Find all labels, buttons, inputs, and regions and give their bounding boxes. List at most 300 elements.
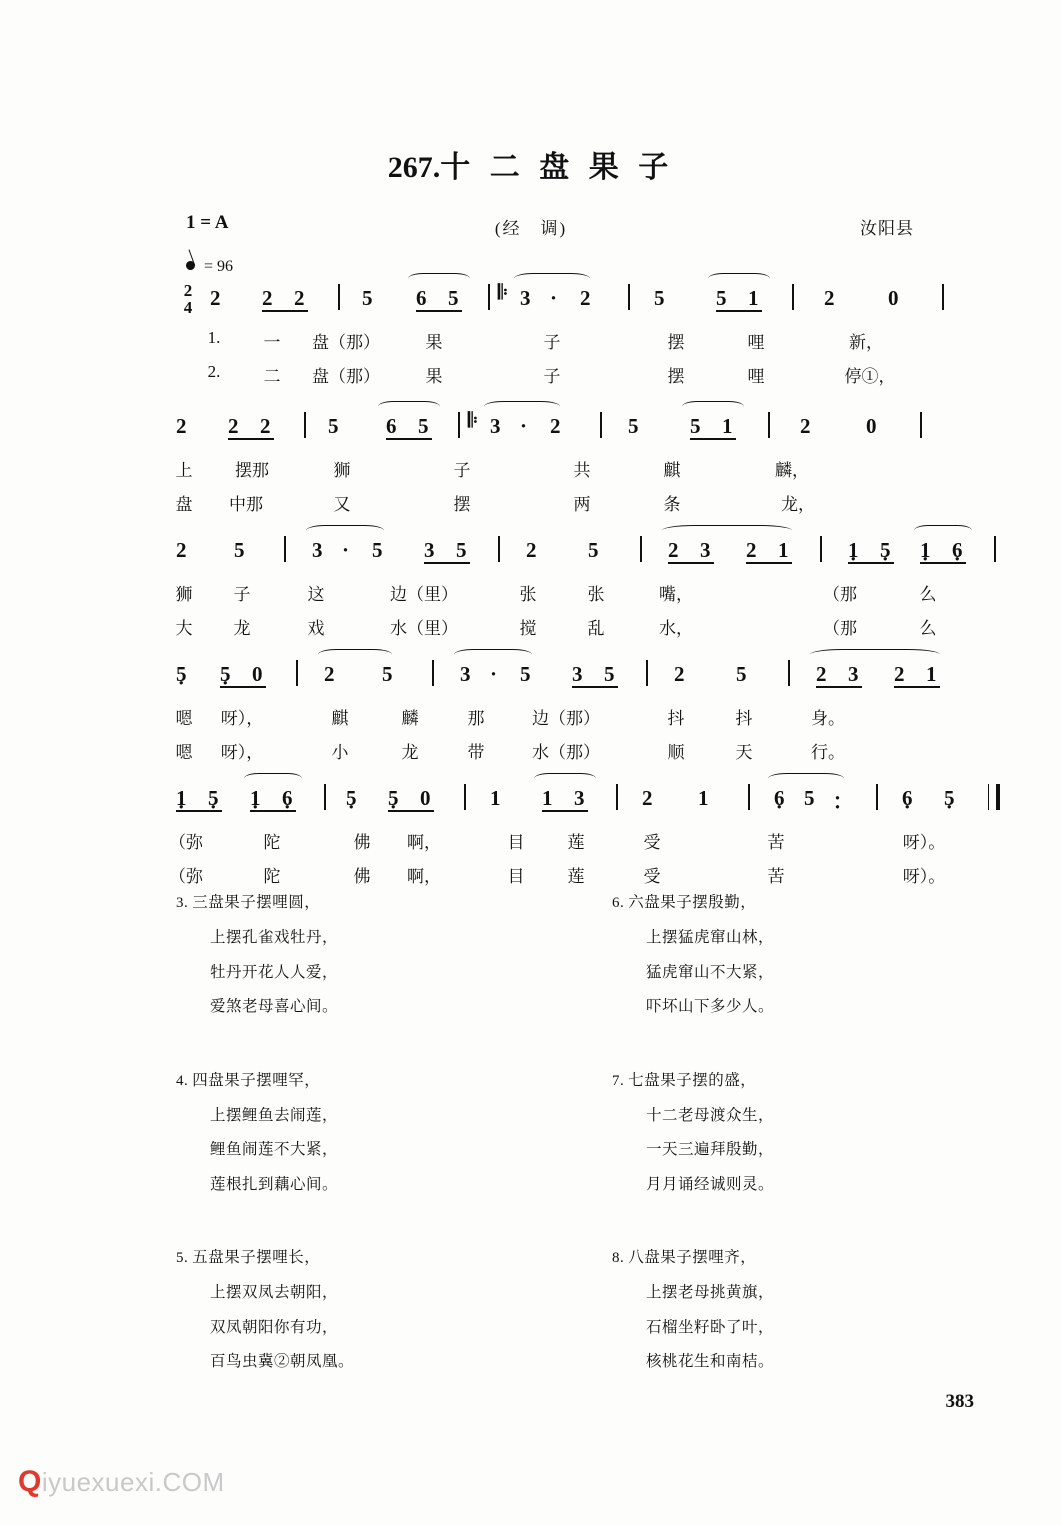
lyric: 果 <box>425 333 443 352</box>
verse-line: 猛虎窜山不大紧， <box>646 963 775 981</box>
note: 2 <box>176 538 187 562</box>
note: 5 <box>234 538 245 562</box>
lyric: 那 <box>467 709 485 728</box>
lyric: （那 <box>823 619 857 638</box>
lyric: 水（里） <box>390 619 458 638</box>
lyric: 子 <box>543 367 561 386</box>
verse-line <box>612 1073 952 1089</box>
lyric-row-1b <box>176 362 948 396</box>
note: 5 <box>654 286 665 310</box>
note: 1 <box>926 662 937 686</box>
lyric: 两 <box>573 495 591 514</box>
note: 5 <box>372 538 383 562</box>
note: 0 <box>888 286 899 310</box>
lyric: 受 <box>643 833 661 852</box>
verse-line: 石榴坐籽卧了叶， <box>646 1318 775 1336</box>
lyric: 盘 <box>175 495 193 514</box>
note: 2 <box>324 662 335 686</box>
barline <box>646 660 648 686</box>
lyric: 麟 <box>401 709 419 728</box>
dot: · <box>342 538 350 562</box>
note: 6 · <box>774 786 785 811</box>
verse-block <box>612 895 952 1015</box>
song-subtitle: (经 调) <box>494 219 568 238</box>
verse-line <box>176 1250 516 1266</box>
note: 6 · <box>282 786 293 811</box>
lyric: 上 <box>175 461 193 480</box>
verse-line: 十二老母渡众生， <box>646 1106 775 1124</box>
lyric: 边（里） <box>390 585 458 604</box>
note: 2 <box>816 662 827 686</box>
lyric: 子 <box>543 333 561 352</box>
slur <box>708 273 770 284</box>
note: 2 <box>550 414 561 438</box>
lyric: 张 <box>519 585 537 604</box>
note: 5 <box>588 538 599 562</box>
lyric: 莲 <box>567 867 585 886</box>
lyric: 嗯 <box>175 743 193 762</box>
barline <box>788 660 790 686</box>
note: 1 · <box>176 786 187 811</box>
barline <box>920 412 922 438</box>
time-signature: 2 4 <box>183 281 193 317</box>
lyric: 嘴， <box>659 585 693 604</box>
note: 1 <box>722 414 733 438</box>
verse-line <box>176 1073 516 1089</box>
barline <box>284 536 286 562</box>
note-row-1 <box>176 281 948 328</box>
song-title: 十 二 盘 果 子 <box>440 151 675 184</box>
verse-text: 七盘果子摆的盛， <box>628 1071 757 1089</box>
lyric: 搅 <box>519 619 537 638</box>
note: 2 <box>210 286 221 310</box>
note-row-3 <box>176 538 963 580</box>
lyric: 摆 <box>667 367 685 386</box>
repeat-sign: 𝄆 <box>498 282 508 304</box>
dot: 5 <box>804 786 815 810</box>
slur <box>914 525 972 536</box>
note: 3 <box>312 538 323 562</box>
lyric: 共 <box>573 461 591 480</box>
note: 5 · <box>880 538 891 563</box>
beam <box>668 562 714 564</box>
barline <box>324 784 326 810</box>
note: 5 · <box>220 662 231 687</box>
verse-text: 六盘果子摆殷勤， <box>628 894 757 911</box>
note: 2 <box>824 286 835 310</box>
note: 6 · <box>902 786 913 811</box>
watermark-text: iyuexuexi.COM <box>41 1467 225 1497</box>
verse-block <box>612 1073 952 1193</box>
verse-line: 核桃花生和南桔。 <box>646 1353 775 1370</box>
music-system-1 <box>176 281 948 396</box>
note: 1 <box>778 538 789 562</box>
lyric: 啊， <box>407 867 441 886</box>
slur <box>514 273 590 284</box>
barline <box>820 536 822 562</box>
lyric-row-4b <box>176 738 948 772</box>
verse-number: 4. <box>176 1072 189 1089</box>
note: 3 <box>700 538 711 562</box>
beam <box>816 686 862 688</box>
lyric: 大 <box>175 619 193 638</box>
lyric: 么 <box>919 619 937 638</box>
verse-line: 百鸟虫冀②朝凤凰。 <box>210 1353 355 1370</box>
lyric: 二 <box>263 367 281 386</box>
lyric: 佛 <box>353 867 371 886</box>
dot: · <box>520 414 528 438</box>
dot: · <box>490 662 498 686</box>
beam <box>716 310 762 312</box>
verse-number: 7. <box>612 1072 625 1089</box>
barline <box>338 284 340 310</box>
slur <box>306 525 384 536</box>
lyric: 陀 <box>263 867 281 886</box>
lyric: 张 <box>587 585 605 604</box>
verse-text: 四盘果子摆哩罕， <box>192 1071 321 1089</box>
note: 5 <box>328 414 339 438</box>
lyric: 盘（那） <box>312 333 380 352</box>
slur <box>534 773 596 784</box>
beam <box>424 562 470 564</box>
note: 5 <box>628 414 639 438</box>
barline <box>628 284 630 310</box>
barline <box>640 536 642 562</box>
lyric-row-4a <box>176 704 948 738</box>
lyric: 苦 <box>767 833 785 852</box>
lyric: 么 <box>919 585 937 604</box>
lyric: 子 <box>233 585 251 604</box>
barline <box>296 660 298 686</box>
verse-line: 上摆双凤去朝阳， <box>210 1284 339 1301</box>
lyric: 目 <box>507 867 525 886</box>
barline <box>488 284 490 310</box>
note: 5 <box>736 662 747 686</box>
barline <box>458 412 460 438</box>
note: 5 <box>448 286 459 310</box>
lyric: 啊， <box>407 833 441 852</box>
verse-text: 八盘果子摆哩齐， <box>628 1249 757 1266</box>
lyric: 龙， <box>781 495 815 514</box>
quarter-note-icon <box>185 260 197 272</box>
note: 5 · <box>944 786 955 811</box>
beam <box>920 562 966 564</box>
beam <box>746 562 792 564</box>
lyric-row-1a <box>176 328 948 362</box>
beam <box>176 810 222 812</box>
lyric: 莲 <box>567 833 585 852</box>
repeat-sign: 𝄆 <box>468 410 478 432</box>
beam <box>690 438 736 440</box>
note: 2 <box>674 662 685 686</box>
music-system-3 <box>175 538 963 648</box>
note: 5 <box>362 286 373 310</box>
note: 1 <box>490 786 501 810</box>
verse-line: 上摆猛虎窜山林， <box>646 929 775 946</box>
verse-column-right <box>612 895 952 1428</box>
lyric: 果 <box>425 367 443 386</box>
verse-line <box>176 895 516 911</box>
verse-line: 牡丹开花人人爱， <box>210 963 339 981</box>
verse-line <box>612 1250 952 1266</box>
note: 2 <box>642 786 653 810</box>
lyric: 龙 <box>233 619 251 638</box>
final-barline <box>988 784 1000 810</box>
page-title <box>0 142 1062 186</box>
dot: · <box>550 286 558 310</box>
lyric: 麟， <box>775 461 809 480</box>
lyric-row-5b <box>169 862 948 896</box>
note: 5 <box>520 662 531 686</box>
lyric: 又 <box>333 495 351 514</box>
lyric-row-2b <box>176 490 948 524</box>
lyric: 条 <box>663 495 681 514</box>
beam <box>894 686 940 688</box>
note: 5 <box>604 662 615 686</box>
note: 5 · <box>346 786 357 811</box>
verse-line: 吓坏山下多少人。 <box>646 998 775 1015</box>
verse-text: 五盘果子摆哩长， <box>192 1249 321 1266</box>
note: 3 <box>848 662 859 686</box>
lyric-row-2a <box>176 456 948 490</box>
note: · · <box>834 786 841 811</box>
verse-number: 2. <box>207 362 221 381</box>
lyric: 哩 <box>747 367 765 386</box>
verse-line: 双凤朝阳你有功， <box>210 1318 339 1336</box>
lyric: （那 <box>823 585 857 604</box>
slur <box>318 649 392 660</box>
barline <box>600 412 602 438</box>
site-watermark <box>18 1465 225 1499</box>
barline <box>768 412 770 438</box>
verse-line: 上摆孔雀戏牡丹， <box>210 929 339 946</box>
region-label: 汝阳县 <box>860 219 914 238</box>
verse-number: 3. <box>176 895 189 911</box>
slur <box>244 773 302 784</box>
note: 2 <box>228 414 239 438</box>
lyric: 受 <box>643 867 661 886</box>
note: 6 <box>416 286 427 310</box>
note: 3 <box>572 662 583 686</box>
lyric: 呀）。 <box>902 867 946 886</box>
lyric: 呀）， <box>220 709 264 728</box>
verse-line: 一天三遍拜殷勤， <box>646 1141 775 1158</box>
slur <box>454 649 532 660</box>
note: 5 · <box>208 786 219 811</box>
watermark-initial: Q <box>18 1465 42 1498</box>
note: 2 <box>262 286 273 310</box>
lyric: 狮 <box>175 585 193 604</box>
verse-line: 爱煞老母喜心间。 <box>210 998 339 1015</box>
note: 3 <box>460 662 471 686</box>
lyric: 水， <box>659 619 693 638</box>
lyric: 哩 <box>747 333 765 352</box>
note: 1 · <box>920 538 931 563</box>
barline <box>464 784 466 810</box>
lyric: 停①， <box>844 367 896 386</box>
lyric: 佛 <box>353 833 371 852</box>
lyric: 子 <box>453 461 471 480</box>
lyric: 天 <box>735 743 753 762</box>
note: 2 <box>260 414 271 438</box>
lyric: 呀）， <box>220 743 264 762</box>
beam <box>220 686 266 688</box>
note-row-2 <box>176 410 948 456</box>
barline <box>616 784 618 810</box>
slur <box>378 401 440 412</box>
note: 3 <box>424 538 435 562</box>
beam <box>388 810 434 812</box>
lyric: 水（那） <box>532 743 600 762</box>
verse-line <box>612 895 952 911</box>
lyric: 边（那） <box>532 709 600 728</box>
verse-column-left <box>176 895 516 1428</box>
lyric: 身。 <box>811 709 845 728</box>
lyric: 狮 <box>333 461 351 480</box>
note: 0 <box>252 662 263 686</box>
lyric: 乱 <box>587 619 605 638</box>
verse-line: 上摆老母挑黄旗， <box>646 1284 775 1301</box>
song-number: 267. <box>387 151 441 184</box>
note: 6 · <box>952 538 963 563</box>
lyric: 戏 <box>307 619 325 638</box>
barline <box>498 536 500 562</box>
verse-number: 6. <box>612 895 625 911</box>
beam <box>416 310 462 312</box>
lyric: 摆 <box>453 495 471 514</box>
verse-block <box>176 1073 516 1193</box>
lyric: 新， <box>849 333 883 352</box>
beam <box>542 810 588 812</box>
lyric: 呀）。 <box>902 833 946 852</box>
verse-number: 1. <box>207 328 221 347</box>
lyric: 盘（那） <box>312 367 380 386</box>
music-system-4 <box>176 662 948 772</box>
note-row-5 <box>176 786 955 828</box>
lyric: 麒 <box>663 461 681 480</box>
lyric: 中那 <box>229 495 263 514</box>
lyric: 苦 <box>767 867 785 886</box>
note: 5 · <box>388 786 399 811</box>
note: 5 · <box>176 662 187 687</box>
page-number: 383 <box>945 1391 974 1412</box>
lyric: 抖 <box>667 709 685 728</box>
note: 2 <box>668 538 679 562</box>
barline <box>792 284 794 310</box>
lyric-row-3b <box>176 614 948 648</box>
beam <box>572 686 618 688</box>
music-system-2 <box>175 410 948 524</box>
barline <box>304 412 306 438</box>
note: 2 <box>580 286 591 310</box>
note: 5 <box>382 662 393 686</box>
lyric-row-5a <box>169 828 948 862</box>
verse-block <box>176 1250 516 1370</box>
note: 0 <box>420 786 431 810</box>
beam <box>228 438 274 440</box>
lyric: 小 <box>331 743 349 762</box>
music-system-5 <box>169 786 955 896</box>
beam <box>250 810 296 812</box>
note: 2 <box>746 538 757 562</box>
slur <box>484 401 560 412</box>
note-row-4 <box>176 662 948 704</box>
note: 5 <box>716 286 727 310</box>
lyric: 嗯 <box>175 709 193 728</box>
slur <box>682 401 744 412</box>
lyric: 目 <box>507 833 525 852</box>
tempo-marking <box>186 258 233 276</box>
note: 1 · <box>848 538 859 563</box>
lyric-row-3a <box>176 580 948 614</box>
barline <box>748 784 750 810</box>
note: 1 · <box>250 786 261 811</box>
note: 2 <box>526 538 537 562</box>
verse-line: 月月诵经诚则灵。 <box>646 1175 775 1193</box>
beam <box>848 562 894 564</box>
note: 5 <box>690 414 701 438</box>
barline <box>994 536 996 562</box>
verse-number: 5. <box>176 1250 189 1266</box>
verse-number: 8. <box>612 1250 625 1266</box>
note: 6 <box>386 414 397 438</box>
note: 1 <box>748 286 759 310</box>
tempo-value: = 96 <box>204 258 234 275</box>
verse-columns <box>176 895 966 1428</box>
verse-line: 上摆鲤鱼去闹莲， <box>210 1106 339 1124</box>
slur <box>768 773 844 784</box>
lyric: 摆 <box>667 333 685 352</box>
note: 1 <box>542 786 553 810</box>
barline <box>876 784 878 810</box>
note: 2 <box>294 286 305 310</box>
lyric: 一 <box>263 333 281 352</box>
verse-block <box>176 895 516 1015</box>
barline <box>432 660 434 686</box>
slur <box>408 273 470 284</box>
lyric: 带 <box>467 743 485 762</box>
lyric: 摆那 <box>235 461 269 480</box>
note: 2 <box>176 414 187 438</box>
note: 5 <box>418 414 429 438</box>
note: 2 <box>894 662 905 686</box>
lyric: 这 <box>307 585 325 604</box>
note: 5 <box>456 538 467 562</box>
key-signature: 1 = A <box>186 212 229 233</box>
slur <box>810 649 940 660</box>
note: 2 <box>800 414 811 438</box>
lyric: 行。 <box>811 743 845 762</box>
note: 3 <box>490 414 501 438</box>
slur <box>662 525 792 536</box>
verse-line: 鲤鱼闹莲不大紧， <box>210 1141 339 1158</box>
barline <box>942 284 944 310</box>
verse-block <box>612 1250 952 1370</box>
note: 1 <box>698 786 709 810</box>
note: 0 <box>866 414 877 438</box>
verse-text: 三盘果子摆哩圆， <box>192 894 321 911</box>
lyric: 抖 <box>735 709 753 728</box>
note: 3 <box>520 286 531 310</box>
lyric: （弥 <box>169 833 203 852</box>
lyric: 陀 <box>263 833 281 852</box>
lyric: （弥 <box>169 867 203 886</box>
verse-line: 莲根扎到藕心间。 <box>210 1175 339 1193</box>
lyric: 龙 <box>401 743 419 762</box>
beam <box>386 438 432 440</box>
lyric: 麒 <box>331 709 349 728</box>
note: 3 <box>574 786 585 810</box>
